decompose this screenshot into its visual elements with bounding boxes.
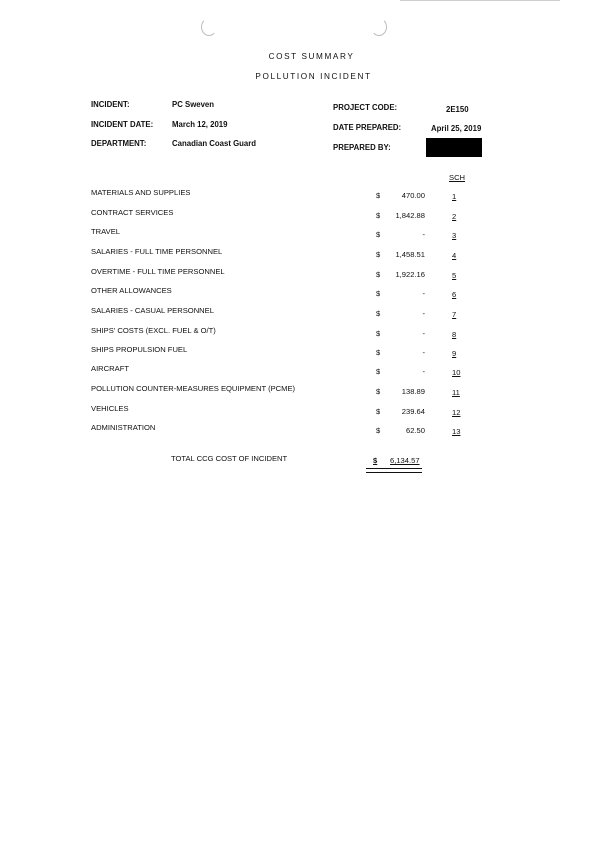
row-schedule-link: 2 [452,212,457,221]
incident-value: PC Sweven [172,100,215,109]
row-label: MATERIALS AND SUPPLIES [91,188,191,197]
scan-edge-line [400,0,560,1]
row-label: VEHICLES [91,404,129,413]
row-amount: 470.00 [401,191,425,200]
row-amount: 62.50 [405,426,425,435]
table-row [0,188,595,200]
redaction-block [426,138,482,157]
table-row [0,384,595,396]
row-currency: $ [376,329,381,338]
row-amount: - [422,329,425,338]
table-row [0,404,595,416]
row-schedule-link: 10 [452,368,461,377]
row-amount: 239.64 [401,407,425,416]
row-label: AIRCRAFT [91,364,129,373]
row-amount: - [422,348,425,357]
document-subtitle: POLLUTION INCIDENT [255,72,372,81]
total-label: TOTAL CCG COST OF INCIDENT [171,454,288,463]
row-label: SHIPS' COSTS (EXCL. FUEL & O/T) [91,326,216,335]
row-schedule-link: 1 [452,192,457,201]
department-label: DEPARTMENT: [91,139,147,148]
row-currency: $ [376,250,381,259]
punch-hole-right [371,18,387,36]
date-prepared-label: DATE PREPARED: [333,123,402,132]
department-value: Canadian Coast Guard [172,139,257,148]
table-row [0,345,595,357]
row-schedule-link: 4 [452,251,457,260]
row-currency: $ [376,407,381,416]
row-currency: $ [376,270,381,279]
row-currency: $ [376,367,381,376]
row-schedule-link: 13 [452,427,461,436]
row-amount: - [422,289,425,298]
total-currency: $ [373,456,378,465]
row-currency: $ [376,387,381,396]
row-currency: $ [376,426,381,435]
row-schedule-link: 6 [452,290,457,299]
table-row [0,364,595,376]
row-currency: $ [376,191,381,200]
row-schedule-link: 12 [452,408,461,417]
row-schedule-link: 5 [452,271,457,280]
row-currency: $ [376,309,381,318]
row-amount: 1,458.51 [395,250,425,259]
table-row [0,227,595,239]
row-amount: - [422,230,425,239]
row-label: SALARIES - CASUAL PERSONNEL [91,306,214,315]
row-currency: $ [376,289,381,298]
table-row [0,267,595,279]
table-row [0,326,595,338]
total-double-underline [366,468,422,473]
row-label: TRAVEL [91,227,120,236]
row-label: OTHER ALLOWANCES [91,286,172,295]
row-schedule-link: 7 [452,310,457,319]
prepared-by-label: PREPARED BY: [333,143,391,152]
punch-hole-left [201,18,217,36]
project-code-label: PROJECT CODE: [333,103,398,112]
row-amount: - [422,367,425,376]
row-schedule-link: 3 [452,231,457,240]
table-row [0,286,595,298]
row-amount: 138.89 [401,387,425,396]
row-amount: 1,842.88 [395,211,425,220]
table-row [0,306,595,318]
document-title: COST SUMMARY [268,52,355,61]
total-amount: 6,134.57 [390,456,420,465]
row-amount: 1,922.16 [395,270,425,279]
incident-date-value: March 12, 2019 [172,120,228,129]
row-label: SHIPS PROPULSION FUEL [91,345,188,354]
row-currency: $ [376,211,381,220]
table-row [0,247,595,259]
row-label: CONTRACT SERVICES [91,208,174,217]
row-currency: $ [376,348,381,357]
row-label: SALARIES - FULL TIME PERSONNEL [91,247,223,256]
project-code-value: 2E150 [446,105,469,114]
row-schedule-link: 11 [452,388,460,397]
row-currency: $ [376,230,381,239]
incident-date-label: INCIDENT DATE: [91,120,154,129]
row-label: ADMINISTRATION [91,423,156,432]
row-label: OVERTIME - FULL TIME PERSONNEL [91,267,225,276]
table-row [0,208,595,220]
row-label: POLLUTION COUNTER-MEASURES EQUIPMENT (PCME) [91,384,296,393]
incident-label: INCIDENT: [91,100,130,109]
date-prepared-value: April 25, 2019 [431,124,482,133]
row-schedule-link: 9 [452,349,457,358]
table-row [0,423,595,435]
row-schedule-link: 8 [452,330,457,339]
sch-column-header: SCH [449,173,466,182]
row-amount: - [422,309,425,318]
